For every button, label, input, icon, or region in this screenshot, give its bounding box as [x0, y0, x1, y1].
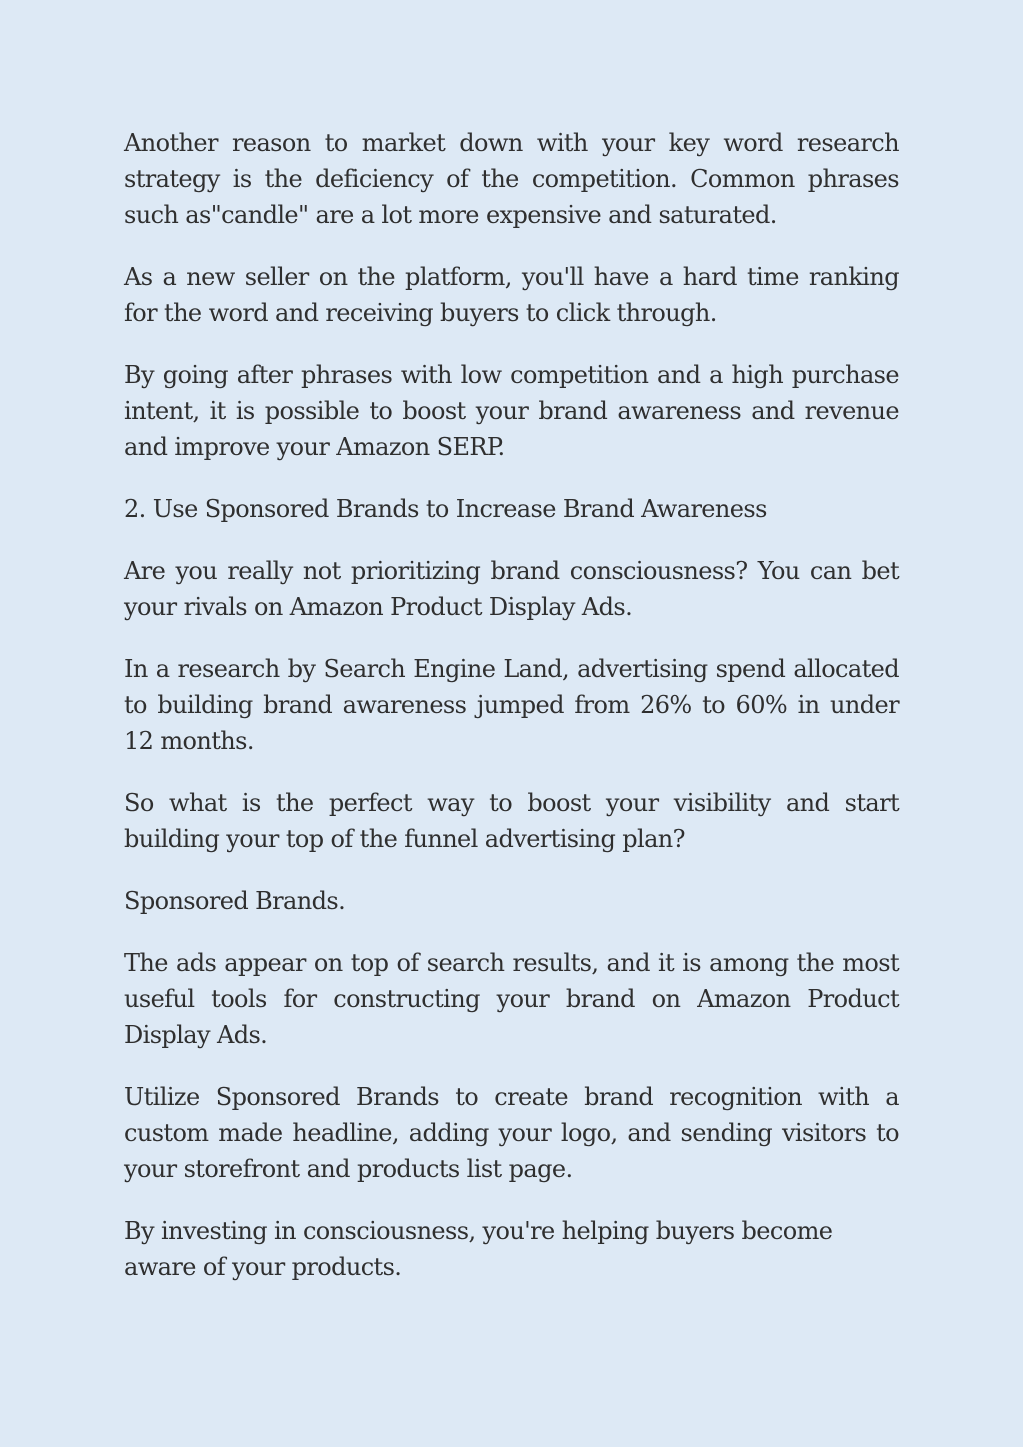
paragraph-utilize-sponsored-brands: Utilize Sponsored Brands to create brand recognition with a custom made headline, adding your logo, and sending visitors to your storefront and products list page. [124, 1083, 899, 1183]
paragraph-brand-consciousness: Are you really not prioritizing brand consciousness? You can bet your rivals on Amazon Product Display Ads. [124, 557, 899, 621]
paragraph-sponsored-brands-answer: Sponsored Brands. [124, 887, 346, 915]
paragraph-ads-appear: The ads appear on top of search results, and it is among the most useful tools for constructing your brand on Amazon Product Display Ads. [124, 949, 899, 1049]
paragraph-low-competition: By going after phrases with low competition and a high purchase intent, it is possible to boost your brand awareness and revenue and improve your Amazon SERP. [124, 361, 899, 461]
paragraph-research: In a research by Search Engine Land, advertising spend allocated to building brand awareness jumped from 26% to 60% in under 12 months. [124, 655, 899, 755]
section-heading-sponsored-brands: 2. Use Sponsored Brands to Increase Brand Awareness [124, 495, 767, 523]
paragraph-keyword-competition: Another reason to market down with your key word research strategy is the deficiency of the competition. Common phrases such as"candle" are a lot more expensive and saturated. [124, 129, 899, 229]
paragraph-visibility-question: So what is the perfect way to boost your visibility and start building your top of the funnel advertising plan? [124, 789, 899, 853]
paragraph-new-seller: As a new seller on the platform, you'll have a hard time ranking for the word and receiving buyers to click through. [124, 263, 899, 327]
paragraph-investing-consciousness: By investing in consciousness, you're helping buyers become aware of your products. [124, 1217, 833, 1281]
